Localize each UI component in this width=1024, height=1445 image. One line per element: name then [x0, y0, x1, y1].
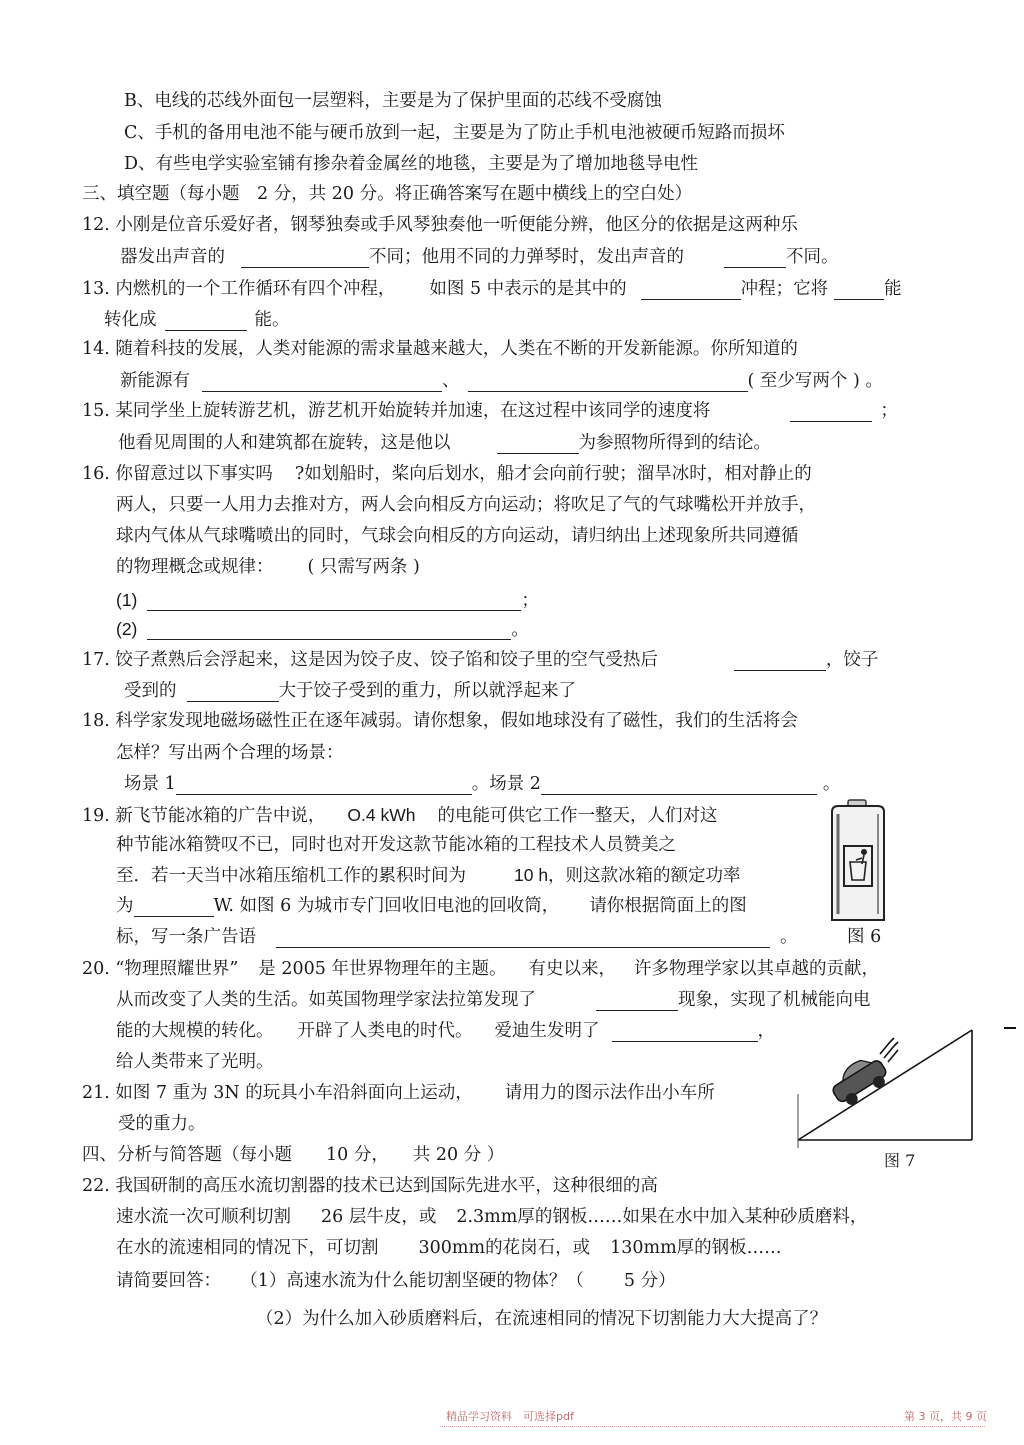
- q20-text-f: 现象，实现了机械能向电: [678, 990, 871, 1010]
- q20-text-a: 20. “物理照耀世界”: [82, 959, 239, 979]
- q22-line1: 22. 我国研制的高压水流切割器的技术已达到国际先进水平，这种很细的高: [82, 1176, 658, 1196]
- option-c: C、手机的备用电池不能与硬币放到一起，主要是为了防止手机电池被硬币短路而损坏: [124, 123, 785, 143]
- q16-text-d: ( 只需写两条 ): [307, 557, 420, 577]
- section-4-a: 四、分析与简答题（每小题: [82, 1145, 292, 1165]
- q22-text-a: 速水流一次可顺利切割: [116, 1207, 291, 1227]
- q13-blank-2[interactable]: [834, 282, 884, 300]
- q19-text-g: W. 如图 6 为城市专门回收旧电池的回收筒，: [213, 896, 560, 916]
- q13-blank-3[interactable]: [165, 313, 247, 331]
- q20-blank-1[interactable]: [596, 993, 678, 1011]
- q13-line2: [104, 309, 290, 331]
- q21-text-b: 请用力的图示法作出小车所: [504, 1083, 715, 1103]
- q16-line2: 两人，只要一人用力去推对方，两人会向相反方向运动；将吹足了气的气球嘴松开并放手，: [116, 495, 816, 515]
- q14-line1: 14. 随着科技的发展，人类对能源的需求量越来越大，人类在不断的开发新能源。你所知道的: [82, 339, 798, 359]
- q22-line2: [116, 1206, 867, 1228]
- q15-blank-2[interactable]: [497, 436, 579, 454]
- q19-blank-2[interactable]: [276, 930, 770, 948]
- q19-text-i: 标，写一条广告语: [116, 927, 256, 947]
- q16-text-a: 16. 你留意过以下事实吗: [82, 464, 273, 484]
- q18-blank-1[interactable]: [176, 777, 472, 795]
- q15-text-d: 为参照物所得到的结论。: [578, 433, 771, 453]
- figure-7-caption: 图 7: [884, 1151, 916, 1170]
- q12-text-a: 器发出声音的: [120, 247, 225, 267]
- footer-left-text: 精品学习资料 可选择pdf: [446, 1410, 574, 1423]
- q22-text-h: （1）高速水流为什么能切割坚硬的物体？（: [249, 1271, 584, 1291]
- q13-text-f: 能。: [254, 310, 290, 330]
- q20-text-d: 许多物理学家以其卓越的贡献，: [633, 959, 879, 979]
- q18-end: 。: [822, 774, 841, 794]
- q16-line1: [82, 463, 812, 485]
- page-number: 第 3 页，共 9 页: [904, 1410, 987, 1423]
- q16-text-c: 的物理概念或规律：: [116, 557, 274, 577]
- option-b: B、电线的芯线外面包一层塑料，主要是为了保护里面的芯线不受腐蚀: [124, 91, 662, 111]
- q17-line2: [124, 680, 576, 702]
- q19-text-j: 。: [780, 927, 798, 947]
- q12-text-b: 不同；他用不同的力弹琴时，发出声音的: [369, 247, 684, 267]
- q15-text-c: 他看见周围的人和建筑都在旋转，这是他以: [118, 433, 451, 453]
- q18-line3: [124, 773, 840, 795]
- section-4-b: 10 分，: [326, 1145, 389, 1165]
- q12-line2: [120, 246, 839, 268]
- q19-text-e: 10 h，则这款冰箱的额定功率: [514, 865, 741, 885]
- q13-text-b: 如图 5 中表示的是其中的: [429, 279, 627, 299]
- q17-blank-1[interactable]: [734, 653, 826, 671]
- q12-line1: 12. 小刚是位音乐爱好者，钢琴独奏或手风琴独奏他一听便能分辨，他区分的依据是这两种乐: [82, 215, 798, 235]
- q15-blank-1[interactable]: [790, 404, 872, 422]
- option-d: D、有些电学实验室铺有掺杂着金属丝的地毯，主要是为了增加地毯导电性: [124, 154, 699, 174]
- section-4-heading: [82, 1144, 504, 1166]
- toy-car-incline-figure: [794, 1024, 1024, 1148]
- q18-line2: 怎样？写出两个合理的场景：: [116, 743, 344, 763]
- q18-blank-2[interactable]: [541, 777, 817, 795]
- q19-text-d: 至．若一天当中冰箱压缩机工作的累积时间为: [116, 866, 466, 886]
- q22-text-e: 300mm的花岗石，或: [418, 1238, 591, 1258]
- q19-text-c: 的电能可供它工作一整天，人们对这: [437, 806, 718, 826]
- q16-line3: 球内气体从气球嘴喷出的同时，气球会向相反的方向运动，请归纳出上述现象所共同遵循: [116, 526, 799, 546]
- q19-text-h: 请你根据筒面上的图: [589, 896, 747, 916]
- q20-text-i: 爱迪生发明了: [494, 1021, 600, 1041]
- q19-blank-1[interactable]: [134, 899, 214, 917]
- battery-recycle-bin-figure: [818, 796, 898, 924]
- q17-blank-2[interactable]: [187, 684, 279, 702]
- q19-text-f: 为: [116, 896, 134, 916]
- q21-line2: 受的重力。: [118, 1114, 206, 1134]
- q20-blank-2[interactable]: [612, 1024, 758, 1042]
- q18-line1: 18. 科学家发现地磁场磁性正在逐年减弱。请你想象，假如地球没有了磁性，我们的生活将会: [82, 711, 798, 731]
- q15-text-a: 15. 某同学坐上旋转游艺机，游艺机开始旋转并加速，在这过程中该同学的速度将: [82, 401, 711, 421]
- q20-line1: [82, 958, 879, 980]
- q20-text-e: 从而改变了人类的生活。如英国物理学家法拉第发现了: [116, 990, 536, 1010]
- q22-text-d: 在水的流速相同的情况下，可切割: [116, 1238, 379, 1258]
- q13-text-e: 转化成: [104, 310, 157, 330]
- q22-text-f: 130mm厚的钢板……: [610, 1238, 782, 1258]
- q20-line3: [116, 1020, 775, 1042]
- q14-blank-1[interactable]: [202, 374, 442, 392]
- q13-line1: [82, 278, 902, 300]
- q12-blank-1[interactable]: [241, 250, 369, 268]
- q14-line2: [120, 370, 883, 392]
- q13-text-a: 13. 内燃机的一个工作循环有四个冲程，: [82, 279, 396, 299]
- q17-line1: [82, 649, 878, 671]
- q19-line2: 种节能冰箱赞叹不已，同时也对开发这款节能冰箱的工程技术人员赞美之: [116, 835, 676, 855]
- q13-blank-1[interactable]: [641, 282, 741, 300]
- q18-scene-2-label: 。场景 2: [471, 774, 541, 794]
- q13-text-c: 冲程；它将: [740, 279, 829, 299]
- q20-text-h: 开辟了人类电的时代。: [297, 1021, 473, 1041]
- q20-text-j: ，: [757, 1021, 775, 1041]
- q22-text-i: 5 分）: [623, 1271, 676, 1291]
- q19-text-a: 19. 新飞节能冰箱的广告中说，: [82, 806, 326, 826]
- q22-text-b: 26 层牛皮，或: [321, 1207, 437, 1227]
- q15-text-b: ；: [880, 401, 898, 421]
- q22-line3: [116, 1237, 782, 1259]
- q18-scene-1-label: 场景 1: [124, 774, 176, 794]
- q16-label-1: (1): [116, 590, 138, 610]
- q19-line4: [116, 895, 747, 917]
- q16-end-1: ；: [521, 590, 539, 610]
- footer-divider: [440, 1426, 985, 1427]
- q14-blank-2[interactable]: [468, 374, 748, 392]
- q14-text-b: 、: [442, 371, 460, 391]
- q16-answer-2: [116, 618, 529, 640]
- q21-line1: [82, 1082, 715, 1104]
- q20-text-g: 能的大规模的转化。: [116, 1021, 274, 1041]
- q14-text-c: ( 至少写两个 ) 。: [747, 371, 883, 391]
- q19-line1: [82, 804, 717, 827]
- section-3-heading: 三、填空题（每小题 2 分，共 20 分。将正确答案写在题中横线上的空白处）: [82, 184, 693, 204]
- q20-line4: 给人类带来了光明。: [116, 1052, 274, 1072]
- figure-6-caption: 图 6: [847, 927, 882, 947]
- q17-text-b: ，饺子: [825, 650, 879, 670]
- q17-text-c: 受到的: [124, 681, 177, 701]
- q16-line4: [116, 556, 420, 578]
- q12-text-c: 不同。: [786, 247, 839, 267]
- q20-line2: [116, 989, 871, 1011]
- q16-blank-1[interactable]: [147, 593, 521, 611]
- q22-text-c: 2.3mm厚的钢板……如果在水中加入某种砂质磨料，: [456, 1207, 868, 1227]
- q15-line1: [82, 400, 898, 422]
- q16-label-2: (2): [116, 619, 138, 639]
- q12-blank-2[interactable]: [724, 250, 786, 268]
- q20-text-c: 有史以来，: [528, 959, 616, 979]
- q17-text-d: 大于饺子受到的重力，所以就浮起来了: [278, 681, 576, 701]
- q16-answer-1: [116, 589, 539, 611]
- q19-energy: O.4 kWh: [347, 805, 416, 825]
- section-4-c: 共 20 分 ）: [412, 1145, 505, 1165]
- q13-text-d: 能: [884, 279, 902, 299]
- q14-text-a: 新能源有: [120, 371, 190, 391]
- q16-blank-2[interactable]: [147, 622, 511, 640]
- q16-end-2: 。: [511, 619, 529, 639]
- q19-line3: [116, 864, 741, 887]
- q17-text-a: 17. 饺子煮熟后会浮起来，这是因为饺子皮、饺子馅和饺子里的空气受热后: [82, 650, 658, 670]
- q22-line4: [116, 1270, 676, 1292]
- q15-line2: [118, 432, 771, 454]
- q19-line5: [116, 926, 798, 948]
- q22-text-g: 请简要回答：: [116, 1271, 221, 1291]
- q20-text-b: 是 2005 年世界物理年的主题。: [258, 959, 507, 979]
- q16-text-b: ?如划船时，桨向后划水，船才会向前行驶；溜旱冰时，相对静止的: [294, 464, 812, 484]
- q21-text-a: 21. 如图 7 重为 3N 的玩具小车沿斜面向上运动，: [82, 1083, 473, 1103]
- q22-line5: （2）为什么加入砂质磨料后，在流速相同的情况下切割能力大大提高了？: [256, 1309, 828, 1329]
